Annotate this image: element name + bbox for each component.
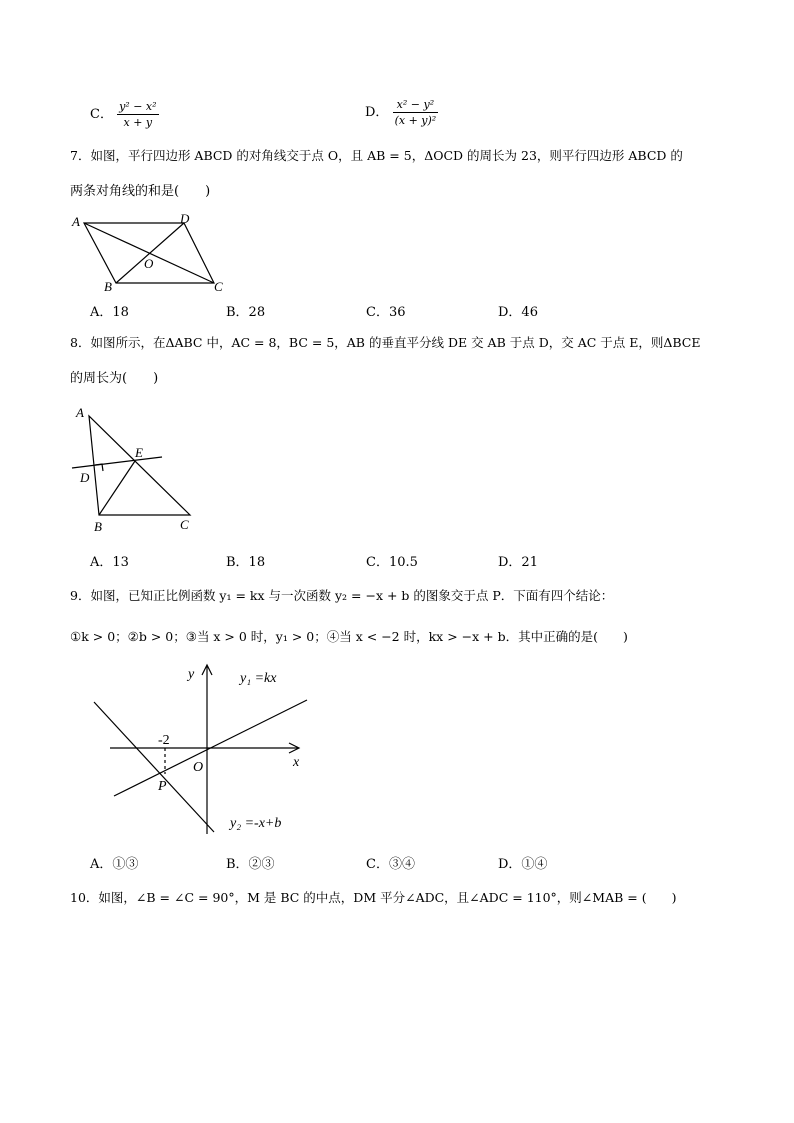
q7-label-o: O bbox=[144, 256, 154, 271]
q7-stem-line2: 两条对角线的和是( ) bbox=[70, 184, 211, 199]
q7-option-a: A．18 bbox=[90, 305, 129, 320]
q6-option-c-label: C． bbox=[90, 107, 113, 122]
q8-label-e: E bbox=[135, 445, 143, 460]
q7-label-c: C bbox=[214, 279, 223, 294]
q10-stem-line1: 10．如图，∠B = ∠C = 90°，M 是 BC 的中点，DM 平分∠ADC，且∠ADC = 110°，则∠MAB = ( ) bbox=[70, 890, 677, 905]
q8-label-a: A bbox=[76, 405, 84, 420]
q6-option-c-denominator: x + y bbox=[117, 114, 158, 129]
q6-option-d bbox=[365, 98, 438, 127]
q8-triangle-abc bbox=[89, 416, 190, 515]
q6-option-c-fraction bbox=[117, 100, 158, 129]
q7-diagonal-bd bbox=[116, 223, 184, 283]
q8-label-b: B bbox=[94, 519, 102, 534]
q9-label-neg2: -2 bbox=[158, 733, 170, 748]
q7-label-a: A bbox=[72, 214, 80, 229]
q8-stem-line1: 8．如图所示，在ΔABC 中，AC = 8，BC = 5，AB 的垂直平分线 DE 交 AB 于点 D，交 AC 于点 E，则ΔBCE bbox=[70, 335, 701, 350]
q7-diagonal-ac bbox=[84, 223, 214, 283]
q9-label-origin: O bbox=[193, 760, 204, 775]
q6-option-d-fraction bbox=[393, 98, 439, 127]
q9-function-graph-figure bbox=[88, 658, 318, 840]
q9-stem-line2: ①k > 0；②b > 0；③当 x > 0 时，y₁ > 0；④当 x < −2 时，kx > −x + b．其中正确的是( ) bbox=[70, 629, 628, 644]
q8-segment-be bbox=[99, 461, 135, 515]
q6-option-d-denominator: (x + y)² bbox=[394, 114, 437, 127]
q8-stem-line2: 的周长为( ) bbox=[70, 371, 159, 386]
q9-label-y-axis: y bbox=[188, 667, 195, 682]
q7-option-b: B．28 bbox=[226, 305, 266, 320]
q7-option-d: D．46 bbox=[498, 305, 538, 320]
q7-label-d: D bbox=[180, 211, 190, 226]
q6-option-d-numerator: x² − y² bbox=[396, 98, 435, 111]
q9-label-y2: y₂ =-x+b bbox=[230, 816, 282, 831]
q8-label-c: C bbox=[180, 517, 189, 532]
q8-option-d: D．21 bbox=[498, 555, 538, 570]
q8-option-a: A．13 bbox=[90, 555, 129, 570]
q6-option-c bbox=[90, 100, 159, 129]
q9-option-d: D．①④ bbox=[498, 857, 548, 872]
q9-stem-line1: 9．如图，已知正比例函数 y₁ = kx 与一次函数 y₂ = −x + b 的图象交于点 P．下面有四个结论： bbox=[70, 588, 614, 603]
q7-stem-line1: 7．如图，平行四边形 ABCD 的对角线交于点 O，且 AB = 5，ΔOCD 的周长为 23，则平行四边形 ABCD 的 bbox=[70, 148, 683, 163]
q8-option-b: B．18 bbox=[226, 555, 266, 570]
q7-parallelogram-figure bbox=[66, 210, 236, 295]
q6-option-d-label: D． bbox=[365, 105, 389, 120]
q8-perpendicular-bisector-de bbox=[72, 457, 162, 468]
q9-label-p: P bbox=[158, 779, 167, 794]
q9-option-a: A．①③ bbox=[90, 857, 139, 872]
q9-label-x-axis: x bbox=[293, 755, 300, 770]
q7-option-c: C．36 bbox=[366, 305, 406, 320]
q8-triangle-figure bbox=[66, 400, 206, 540]
q6-option-c-numerator: y² − x² bbox=[119, 100, 157, 113]
q9-option-b: B．②③ bbox=[226, 857, 275, 872]
q9-option-c: C．③④ bbox=[366, 857, 415, 872]
q8-option-c: C．10.5 bbox=[366, 555, 418, 570]
q7-label-b: B bbox=[104, 279, 112, 294]
q9-label-y1: y₁ =kx bbox=[240, 671, 277, 686]
q8-label-d: D bbox=[80, 470, 90, 485]
